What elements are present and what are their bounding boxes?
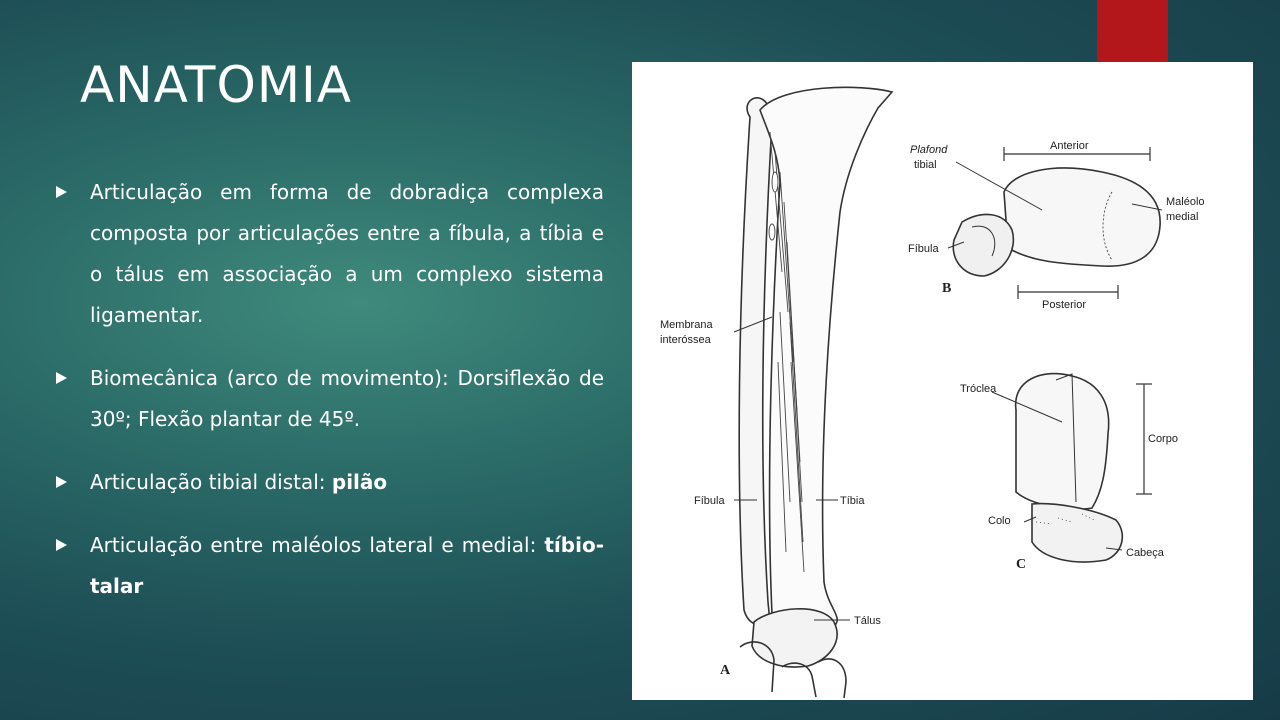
label-tibial: tibial <box>914 159 937 171</box>
label-medial: medial <box>1166 211 1199 223</box>
label-plafond: Plafond <box>910 144 948 156</box>
panel-label-c: C <box>1016 557 1027 572</box>
label-cabeca: Cabeça <box>1126 547 1164 559</box>
bullet-bold-term: tíbio-talar <box>90 533 604 598</box>
tibia-fibula-drawing <box>734 87 892 698</box>
accent-bar <box>1097 0 1168 62</box>
label-troclea: Tróclea <box>960 383 997 395</box>
bullet-arrow-icon <box>56 476 67 488</box>
bullet-arrow-icon <box>56 372 67 384</box>
bullet-item <box>56 462 604 503</box>
label-anterior: Anterior <box>1050 140 1089 152</box>
label-fibula-a: Fíbula <box>694 495 725 507</box>
bullet-list <box>56 172 604 629</box>
label-talus: Tálus <box>854 615 881 627</box>
bullet-text: Biomecânica (arco de movimento): Dorsiflexão de 30º; Flexão plantar de 45º. <box>90 366 604 431</box>
talus-drawing <box>992 374 1152 562</box>
bullet-text: Articulação em forma de dobradiça complexa composta por articulações entre a fíbula, a tíbia e o tálus em associação a um complexo sistema ligamentar. <box>90 180 604 327</box>
label-interossea: interóssea <box>660 334 711 346</box>
bullet-item <box>56 172 604 336</box>
ankle-anatomy-illustration <box>632 62 1253 700</box>
label-posterior: Posterior <box>1042 299 1087 311</box>
bullet-item <box>56 525 604 607</box>
label-maleolo: Maléolo <box>1166 196 1205 208</box>
plafond-drawing <box>948 147 1162 299</box>
bullet-text: Articulação entre maléolos lateral e medial: <box>90 533 545 557</box>
label-colo: Colo <box>988 515 1011 527</box>
anatomy-figure <box>632 62 1253 700</box>
panel-label-b: B <box>942 281 952 296</box>
panel-label-a: A <box>720 663 731 678</box>
bullet-text: Articulação tibial distal: <box>90 470 332 494</box>
bullet-arrow-icon <box>56 186 67 198</box>
bullet-bold-term: pilão <box>331 470 388 494</box>
slide-title: ANATOMIA <box>80 56 352 114</box>
label-membrana: Membrana <box>660 319 713 331</box>
label-tibia: Tíbia <box>840 495 865 507</box>
bullet-arrow-icon <box>56 539 67 551</box>
bullet-item <box>56 358 604 440</box>
label-fibula-b: Fíbula <box>908 243 939 255</box>
label-corpo: Corpo <box>1148 433 1178 445</box>
